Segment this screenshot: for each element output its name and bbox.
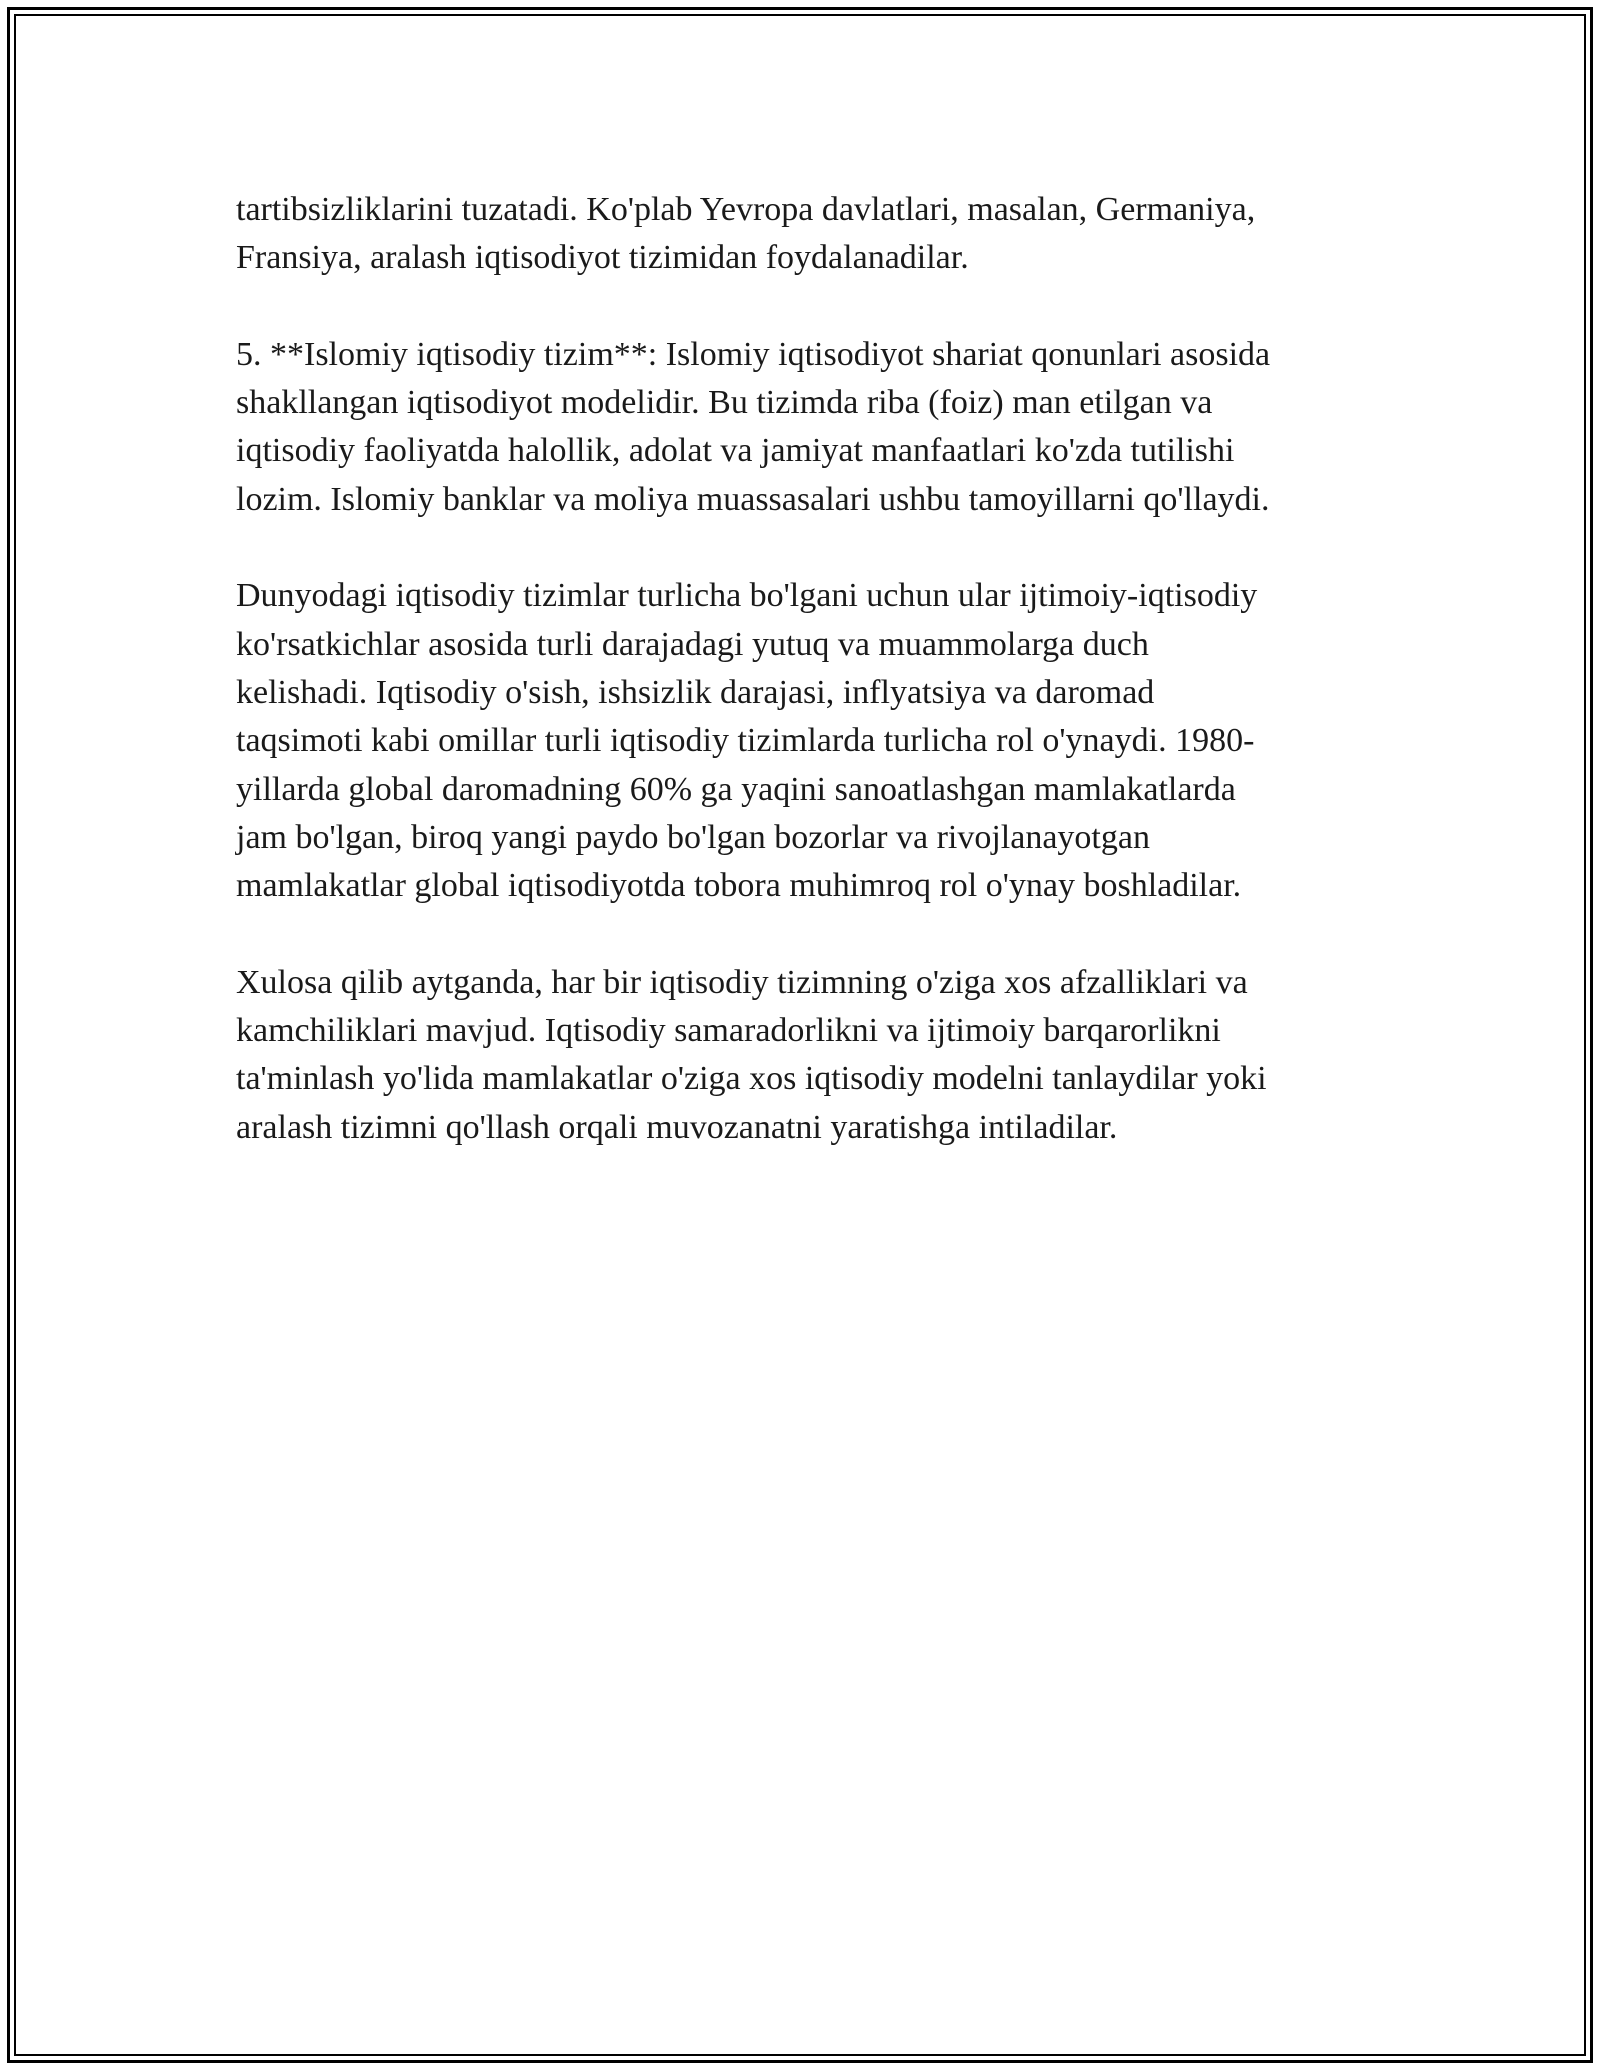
paragraph-world-economic-systems: Dunyodagi iqtisodiy tizimlar turlicha bo'lgani uchun ular ijtimoiy-iqtisodiy ko'rsatkichlar asosida turli darajadagi yutuq va muammolarga duch kelishadi. Iqtisodiy o'sish, ishsizlik darajasi, inflyatsiya va daromad taqsimoti kabi omillar turli iqtisodiy tizimlarda turlicha rol o'ynaydi. 1980- yillarda global daromadning 60% ga yaqini sanoatlashgan mamlakatlarda jam bo'lgan, biroq yangi paydo bo'lgan bozorlar va rivojlanayotgan mamlakatlar global iqtisodiyotda tobora muhimroq rol o'ynay boshladilar. (236, 577, 1258, 905)
paragraph-islamic-economy: 5. **Islomiy iqtisodiy tizim**: Islomiy iqtisodiyot shariat qonunlari asosida shakllangan iqtisodiyot modelidir. Bu tizimda riba (foiz) man etilgan va iqtisodiy faoliyatda halollik, adolat va jamiyat manfaatlari ko'zda tutilishi lozim. Islomiy banklar va moliya muassasalari ushbu tamoyillarni qo'llaydi. (236, 335, 1271, 518)
document-body (236, 186, 1366, 1200)
paragraph-mixed-economy-end: tartibsizliklarini tuzatadi. Ko'plab Yevropa davlatlari, masalan, Germaniya, Fransiya, aralash iqtisodiyot tizimidan foydalanadilar. (236, 191, 1256, 277)
paragraph-conclusion: Xulosa qilib aytganda, har bir iqtisodiy tizimning o'ziga xos afzalliklari va kamchiliklari mavjud. Iqtisodiy samaradorlikni va ijtimoiy barqarorlikni ta'minlash yo'lida mamlakatlar o'ziga xos iqtisodiy modelni tanlaydilar yoki aralash tizimni qo'llash orqali muvozanatni yaratishga intiladilar. (236, 963, 1267, 1146)
